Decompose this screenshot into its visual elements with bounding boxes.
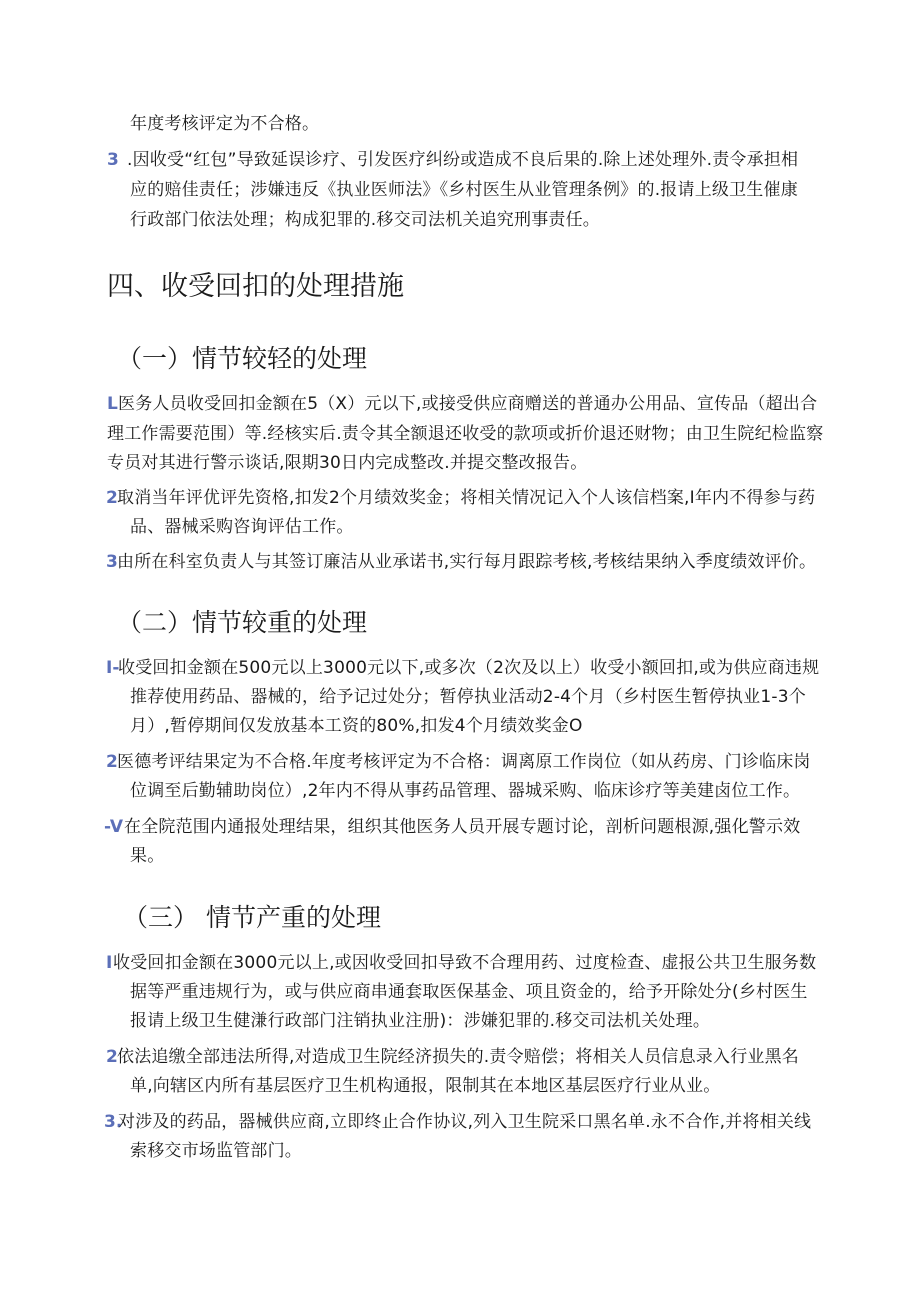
subsection-heading: （二）情节较重的处理 <box>117 608 368 637</box>
body-text-line: 年度考核评定为不合格。 <box>130 114 320 134</box>
body-text-line: 据等严重违规行为，或与供应商串通套取医保基金、项且资金的，给予开除处分(乡村医生 <box>130 982 808 1002</box>
list-number: 3 <box>106 552 118 572</box>
list-number: 2 <box>106 752 118 772</box>
body-text-line: 报请上级卫生健溓行政部门注销执业注册)：涉嫌犯罪的.移交司法机关处理。 <box>130 1011 711 1031</box>
body-text-line: 品、器械采购咨询评估工作。 <box>130 517 354 537</box>
body-text-line: 医德考评结果定为不合格.年度考核评定为不合格：调离原工作岗位（如从药房、门诊临床岗 <box>117 752 811 772</box>
body-text-line: 应的赔佳责任；涉嫌违反《执业医师法》《乡村医生从业管理条例》的.报请上级卫生催康 <box>130 180 798 200</box>
list-number: 3 <box>107 150 119 170</box>
body-text-line: 取消当年评优评先资格,扣发2个月绩效奖金；将相关情况记入个人该信档案,I年内不得参与药 <box>117 488 816 508</box>
list-number: I <box>106 953 113 973</box>
body-text-line: 依法追缴全部违法所得,对造成卫生院经济损失的.责令赔偿；将相关人员信息录入行业黑名 <box>117 1047 800 1067</box>
list-number: L <box>107 394 118 414</box>
body-text-line: 行政部门依法处理；构成犯罪的.移交司法机关追究刑事责任。 <box>130 210 601 230</box>
list-number: I- <box>106 658 120 678</box>
body-text-line: 收受回扣金额在3000元以上,或因收受回扣导致不合理用药、过度检查、虚报公共卫生服务数 <box>113 953 817 973</box>
section-heading: 四、收受回扣的处理措施 <box>107 271 404 302</box>
body-text-line: 由所在科室负责人与其签订廉洁从业承诺书,实行每月跟踪考核,考核结果纳入季度绩效评价。 <box>117 552 817 572</box>
body-text-line: 单,向辖区内所有基层医疗卫生机构通报，限制其在本地区基层医疗行业从业。 <box>130 1076 721 1096</box>
body-text-line: 月）,暂停期间仅发放基本工资的80%,扣发4个月绩效奖金O <box>130 716 583 736</box>
subsection-heading: （一）情节较轻的处理 <box>117 344 368 373</box>
body-text-line: 在全院范围内通报处理结果，组织其他医务人员开展专题讨论，剖析问题根源,强化警示效 <box>124 817 801 837</box>
body-text-line: 理工作需要范围）等.经核实后.责令其全额退还收受的款项或折价退还财物；由卫生院纪检监察 <box>107 424 824 444</box>
body-text-line: .因收受“红包”导致延误诊疗、引发医疗纠纷或造成不良后果的.除上述处理外.责令承担相 <box>127 150 799 170</box>
body-text-line: 位调至后勤辅助岗位）,2年内不得从事药品管理、器城采购、临床诊疗等美建卤位工作。 <box>130 781 801 801</box>
subsection-heading: （三） 情节产重的处理 <box>123 903 381 932</box>
list-number: 3. <box>104 1112 123 1132</box>
body-text-line: 索移交市场监管部门。 <box>130 1141 302 1161</box>
body-text-line: 对涉及的药品，器械供应商,立即终止合作协议,列入卫生院采口黑名单.永不合作,并将相关线 <box>118 1112 812 1132</box>
list-number: 2 <box>106 1047 118 1067</box>
list-number: -V <box>104 817 123 837</box>
list-number: 2 <box>106 488 118 508</box>
body-text-line: 果。 <box>130 846 165 866</box>
body-text-line: 医务人员收受回扣金额在5（X）元以下,或接受供应商赠送的普通办公用品、宣传品（超出合 <box>118 394 818 414</box>
body-text-line: 推荐使用药品、器械的，给予记过处分；暂停执业活动2-4个月（乡村医生暂停执业1-3个 <box>130 687 806 707</box>
body-text-line: 收受回扣金额在500元以上3000元以下,或多次（2次及以上）收受小额回扣,或为供应商违规 <box>118 658 820 678</box>
body-text-line: 专员对其进行警示谈话,限期30日内完成整改.并提交整改报告。 <box>107 453 588 473</box>
